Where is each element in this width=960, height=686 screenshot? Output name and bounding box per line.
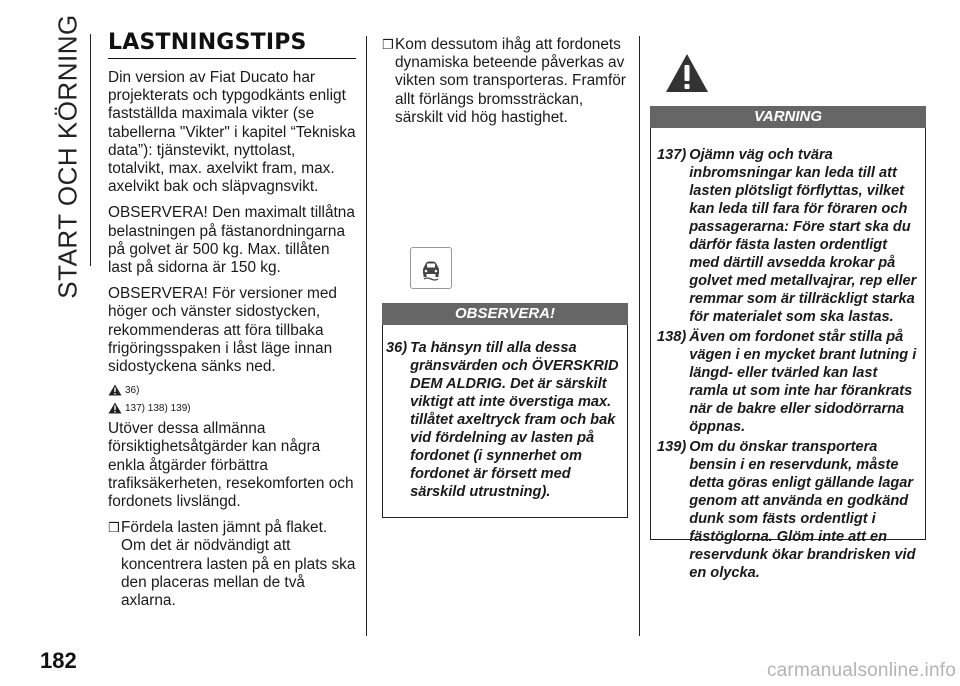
bullet-item — [108, 519, 356, 610]
side-divider — [90, 34, 91, 266]
note-item-number: 36) — [386, 340, 408, 357]
bullet-box-icon: ❒ — [382, 37, 394, 52]
warning-item-number: 138) — [657, 329, 687, 345]
paragraph-intro: Din version av Fiat Ducato har projekterats och typgodkänts enligt fastställda maximala vikter (se tabellerna "Vikter" i kapitel “Tekniska data”): tjänstevikt, nyttolast, totalvikt, max. axelvikt fram, max. axelvikt bak och släpvagnsvikt. — [108, 69, 356, 196]
note-item — [386, 339, 624, 501]
paragraph-general-precautions: Utöver dessa allmänna försiktighetsåtgärder kan några enkla åtgärder förbättra trafiksäkerheten, resekomforten och fordonets livslängd. — [108, 420, 354, 511]
warning-item-number: 137) — [657, 147, 687, 163]
reference-note-text: 36) — [125, 385, 140, 397]
warning-banner: VARNING — [650, 106, 926, 128]
column-divider-2 — [639, 36, 640, 636]
column-2 — [382, 36, 628, 518]
paragraph-floor-load: OBSERVERA! Den maximalt tillåtna belastningen på fästanordningarna på golvet är 500 kg. Max. tillåten last på sidorna är 150 kg. — [108, 204, 355, 277]
section-side-title-text: START OCH KÖRNING — [52, 13, 83, 299]
warning-item — [657, 438, 919, 582]
paragraph-side-panels: OBSERVERA! För versioner med höger och vänster sidostycken, rekommenderas att föra tillbaka frigöringsspaken i låst läge innan sidostyckena sänks ned. — [108, 285, 337, 376]
section-side-title — [48, 13, 88, 299]
warning-item — [657, 328, 919, 436]
warning-item-number: 139) — [657, 439, 687, 455]
bullet-box-icon: ❒ — [108, 520, 120, 536]
warning-item-text: Ojämn väg och tvära inbromsningar kan leda till att lasten plötsligt förflyttas, vilket kan leda till fara för föraren och passagerarna: Före start ska du därför fästa lasten ordentligt med därtill avsedda krokar på golvet med metallvajrar, rep eller remmar som är tillräckligt starka för materialet som ska lastas. — [689, 147, 917, 325]
column-3 — [650, 46, 926, 581]
reference-warning — [108, 402, 356, 414]
page-number: 182 — [40, 648, 77, 673]
column-divider-1 — [366, 36, 367, 636]
warning-box — [650, 128, 926, 581]
reference-warning-text: 137) 138) 139) — [125, 403, 191, 415]
bullet-item-text: Fördela lasten jämnt på flaket. Om det är nödvändigt att koncentrera lasten på en plats ska den placeras mellan de två axlarna. — [121, 519, 356, 610]
exclamation-triangle-icon — [660, 46, 714, 100]
warning-item — [657, 146, 919, 326]
car-skid-icon — [410, 247, 452, 289]
watermark: carmanualsonline.info — [766, 660, 956, 681]
bullet-item — [382, 36, 628, 127]
reference-note — [108, 384, 356, 396]
warning-triangle-small-icon — [108, 384, 122, 396]
section-heading: LASTNINGSTIPS — [108, 30, 356, 59]
warning-item-text: Även om fordonet står stilla på vägen i en mycket brant lutning i längd- eller tvärled kan last ramla ut som inte har förankrats när de bakre eller sidodörrarna öppnas. — [689, 329, 917, 435]
column-1 — [108, 30, 356, 618]
note-box — [382, 325, 628, 518]
warning-item-text: Om du önskar transportera bensin i en reservdunk, måste detta göras enligt gällande lagar genom att använda en godkänd dunk som fästs ordentligt i fästöglorna. Glöm inte att en reservdunk ökar brandrisken vid en olycka. — [689, 439, 916, 581]
warning-triangle-small-icon — [108, 402, 122, 414]
note-banner: OBSERVERA! — [382, 303, 628, 325]
note-item-text: Ta hänsyn till alla dessa gränsvärden och ÖVERSKRID DEM ALDRIG. Det är särskilt viktigt att inte överstiga max. tillåtet axeltryck fram och bak vid fördelning av lasten på fordonet (i synnerhet om fordonet är försett med särskild utrustning). — [410, 340, 619, 501]
bullet-item-text: Kom dessutom ihåg att fordonets dynamiska beteende påverkas av vikten som transporteras. Framför allt förlängs bromssträckan, särskilt vid hög hastighet. — [395, 36, 626, 126]
